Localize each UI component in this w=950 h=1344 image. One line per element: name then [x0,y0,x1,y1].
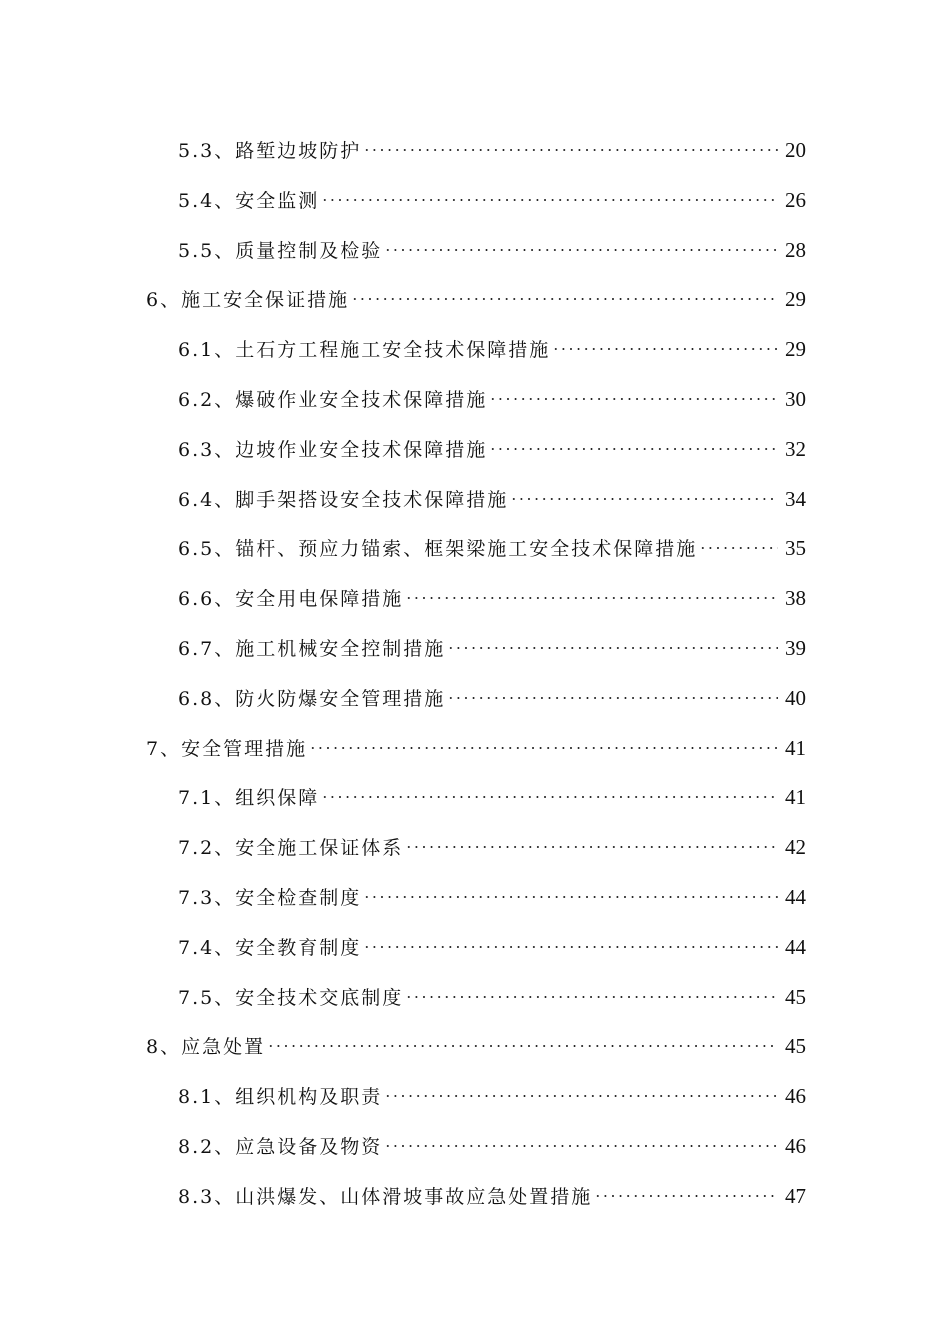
toc-entry-page-number: 40 [785,685,806,710]
toc-dot-leader [489,397,778,401]
toc-entry-page-number: 45 [785,984,806,1009]
toc-entry-number: 7、 [146,737,182,760]
toc-entry-page-number: 35 [785,536,806,561]
toc-section-entry[interactable] [0,475,950,525]
toc-entry-title: 安全用电保障措施 [235,588,404,611]
toc-entry-title: 脚手架搭设安全技术保障措施 [235,488,509,511]
toc-entry-title: 组织机构及职责 [235,1086,383,1109]
toc-entry-number: 7.1、 [178,787,236,810]
toc-dot-leader [384,1094,778,1098]
toc-entry-number: 8.1、 [178,1086,236,1109]
toc-entry-page-number: 41 [785,785,806,810]
toc-entry-page-number: 32 [785,436,806,461]
toc-entry-page-number: 30 [785,386,806,411]
toc-entry-page-number: 28 [785,237,806,262]
toc-entry-page-number: 26 [785,187,806,212]
toc-entry-title: 施工安全保证措施 [181,289,350,312]
toc-entry-page-number: 39 [785,635,806,660]
toc-section-entry[interactable] [0,1172,950,1222]
toc-entry-number: 6.4、 [178,488,236,511]
toc-entry-page-number: 46 [785,1133,806,1158]
toc-dot-leader [363,895,778,899]
toc-entry-number: 7.4、 [178,936,236,959]
toc-entry-page-number: 41 [785,735,806,760]
toc-entry-title: 安全管理措施 [181,737,308,760]
toc-entry-title: 边坡作业安全技术保障措施 [235,438,488,461]
toc-entry-title: 质量控制及检验 [235,239,383,262]
toc-entry-number: 6.7、 [178,637,236,660]
toc-dot-leader [447,646,778,650]
toc-entry-title: 安全技术交底制度 [235,986,404,1009]
toc-section-entry[interactable] [0,574,950,624]
toc-entry-number: 5.3、 [178,140,236,162]
toc-entry-number: 6.2、 [178,388,236,411]
toc-entry-number: 5.4、 [178,189,236,212]
toc-entry-title: 土石方工程施工安全技术保障措施 [235,339,551,362]
toc-dot-leader [267,1044,778,1048]
toc-entry-number: 8、 [146,1036,182,1059]
toc-entry-title: 安全施工保证体系 [235,837,404,860]
toc-entry-page-number: 34 [785,486,806,511]
toc-section-entry[interactable] [0,176,950,226]
toc-section-entry[interactable] [0,973,950,1023]
toc-section-entry[interactable] [0,126,950,176]
toc-dot-leader [699,546,778,550]
toc-section-entry[interactable] [0,674,950,724]
toc-entry-number: 8.3、 [178,1185,236,1208]
table-of-contents [0,126,950,1222]
toc-dot-leader [309,746,778,750]
toc-entry-number: 6、 [146,289,182,312]
toc-section-entry[interactable] [0,773,950,823]
toc-section-entry[interactable] [0,1072,950,1122]
toc-dot-leader [363,945,778,949]
toc-entry-title: 爆破作业安全技术保障措施 [235,388,488,411]
toc-dot-leader [489,447,778,451]
toc-section-entry[interactable] [0,375,950,425]
toc-entry-title: 应急设备及物资 [235,1135,383,1158]
toc-entry-number: 7.2、 [178,837,236,860]
toc-entry-page-number: 45 [785,1034,806,1059]
toc-entry-number: 7.5、 [178,986,236,1009]
toc-entry-page-number: 47 [785,1183,806,1208]
toc-entry-number: 6.3、 [178,438,236,461]
toc-entry-page-number: 29 [785,287,806,312]
toc-dot-leader [447,696,778,700]
toc-chapter-entry[interactable] [0,724,950,774]
toc-dot-leader [321,795,778,799]
toc-entry-title: 应急处置 [181,1036,266,1059]
toc-dot-leader [321,198,778,202]
toc-entry-page-number: 44 [785,934,806,959]
toc-entry-page-number: 42 [785,835,806,860]
toc-dot-leader [594,1194,778,1198]
toc-section-entry[interactable] [0,325,950,375]
toc-entry-number: 6.1、 [178,339,236,362]
toc-dot-leader [363,148,778,152]
toc-entry-number: 6.8、 [178,687,236,710]
toc-dot-leader [405,845,778,849]
toc-entry-page-number: 44 [785,884,806,909]
toc-section-entry[interactable] [0,624,950,674]
toc-dot-leader [351,297,778,301]
toc-entry-number: 6.5、 [178,538,236,561]
toc-dot-leader [552,347,778,351]
toc-entry-number: 6.6、 [178,588,236,611]
toc-entry-title: 安全监测 [235,189,320,212]
toc-chapter-entry[interactable] [0,275,950,325]
toc-entry-number: 7.3、 [178,886,236,909]
toc-section-entry[interactable] [0,873,950,923]
toc-entry-page-number: 46 [785,1084,806,1109]
toc-entry-title: 防火防爆安全管理措施 [235,687,446,710]
toc-entry-title: 施工机械安全控制措施 [235,637,446,660]
toc-dot-leader [384,1144,778,1148]
toc-entry-title: 安全检查制度 [235,886,362,909]
toc-section-entry[interactable] [0,425,950,475]
toc-dot-leader [510,497,778,501]
toc-section-entry[interactable] [0,1122,950,1172]
toc-entry-page-number: 20 [785,138,806,162]
toc-section-entry[interactable] [0,823,950,873]
toc-entry-title: 锚杆、预应力锚索、框架梁施工安全技术保障措施 [235,538,698,561]
toc-entry-title: 路堑边坡防护 [235,140,362,162]
toc-dot-leader [405,995,778,999]
toc-section-entry[interactable] [0,923,950,973]
toc-dot-leader [405,596,778,600]
toc-entry-title: 山洪爆发、山体滑坡事故应急处置措施 [235,1185,593,1208]
toc-dot-leader [384,248,778,252]
toc-entry-number: 5.5、 [178,239,236,262]
toc-entry-title: 组织保障 [235,787,320,810]
toc-section-entry[interactable] [0,226,950,276]
toc-entry-title: 安全教育制度 [235,936,362,959]
toc-chapter-entry[interactable] [0,1022,950,1072]
toc-entry-page-number: 38 [785,586,806,611]
toc-section-entry[interactable] [0,524,950,574]
toc-entry-number: 8.2、 [178,1135,236,1158]
toc-entry-page-number: 29 [785,337,806,362]
